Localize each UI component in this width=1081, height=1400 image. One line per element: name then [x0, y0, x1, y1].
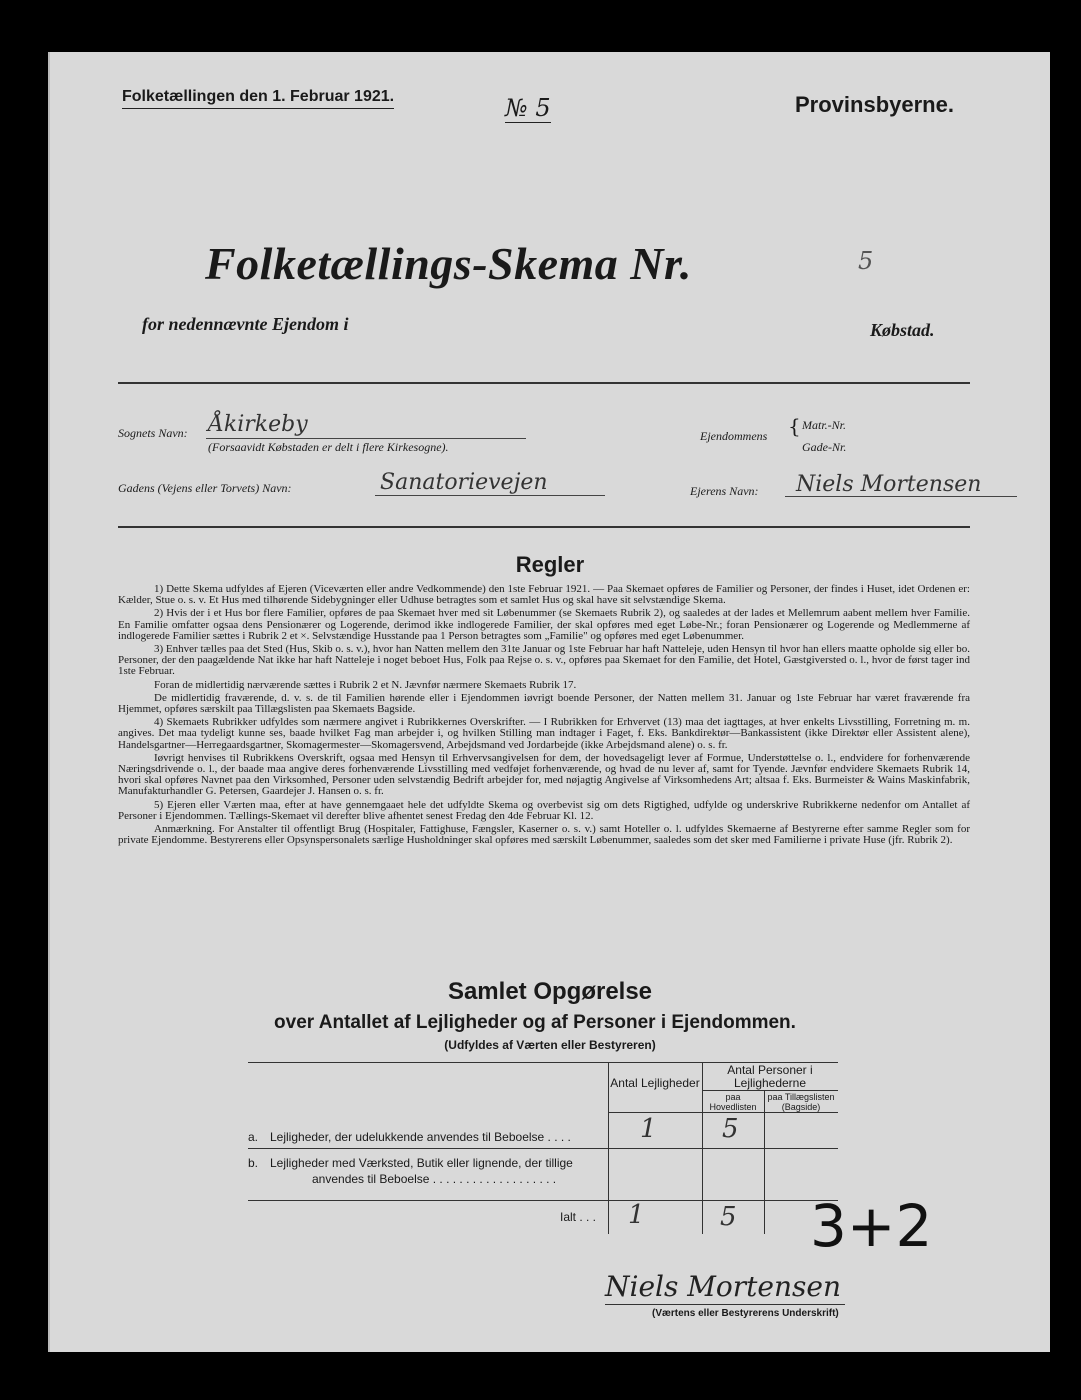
signature-line [605, 1304, 845, 1305]
row-b-label-1: Lejligheder med Værksted, Butik eller lignende, der tillige [270, 1156, 573, 1170]
samlet-note: (Udfyldes af Værten eller Bestyreren) [444, 1038, 656, 1052]
ejer-value: Niels Mortensen [796, 472, 982, 497]
gade-navn-label: Gadens (Vejens eller Torvets) Navn: [118, 481, 292, 495]
ejer-underline [785, 496, 1017, 497]
divider-mid [118, 526, 970, 528]
samlet-subtitle: over Antallet af Lejligheder og af Personer i Ejendommen. [274, 1012, 796, 1033]
table-sum-line [248, 1200, 838, 1201]
table-header-line [608, 1112, 838, 1113]
col-personer: Antal Personer i Lejlighederne [727, 1063, 813, 1090]
row-a-hovedlisten: 5 [722, 1114, 739, 1144]
sogn-value: Åkirkeby [208, 412, 308, 437]
col-lejligheder: Antal Lejligheder [610, 1076, 700, 1090]
kobstad-label: Købstad. [870, 320, 935, 340]
ejer-label: Ejerens Navn: [690, 484, 759, 498]
table-row-line [248, 1148, 838, 1149]
rule-3: 3) Enhver tælles paa det Sted (Hus, Skib o. s. v.), hvor han Natten mellem den 31te Januar og 1ste Februar har haft Natteleje, uden Hensyn til hvor han ellers maatte opholde sig eller bo. Personer, der den paagældende Nat ikke har haft Natteleje i noget beboet Hus, Folk paa Rejse o. s. v., opføres paa Skemaet for den Familie, det Hotel, Gæstgiversted o. l., hvor de først tager ind 1ste Februar. [118, 643, 970, 678]
col-tillaegslisten: paa Tillægslisten (Bagside) [767, 1092, 835, 1112]
regler-title: Regler [515, 552, 585, 577]
rules-text [118, 584, 970, 848]
samlet-title: Samlet Opgørelse [447, 978, 653, 1005]
col-hovedlisten: paa Hovedlisten [709, 1092, 757, 1112]
signature-caption: (Værtens eller Bestyrerens Underskrift) [652, 1308, 839, 1319]
rule-5: 5) Ejeren eller Værten maa, efter at have gennemgaaet hele det udfyldte Skema og overbevist sig om dets Rigtighed, udfylde og underskrive Rubrikkerne nedenfor om Antallet af Personer i Ejendommen. Tællings-Skemaet vil derefter blive afhentet senest Fredag den 4de Februar Kl. 12. [118, 798, 970, 822]
province-header: Provinsbyerne. [795, 92, 954, 117]
sogn-label: Sognets Navn: [118, 426, 188, 440]
rule-2: 2) Hvis der i et Hus bor flere Familier, opføres de paa Skemaet hver med sit Løbenummer (se Skemaets Rubrik 2), og saaledes at der lades et Mellemrum aabent mellem hver Familie. En Familie omfatter ogsaa dens Pensionærer og Logerende, derimod ikke indlogerede Familier, der skal opføres med eget Løbe-Nr.; foran Pensionærer og Logerende og Medlemmerne af indlogerede Familier sættes i Rubrik 2 et ×. Selvstændige Husstande paa 1 Person betragtes som „Familie" og opføres med eget Løbenummer. [118, 607, 970, 642]
row-b-letter: b. [248, 1156, 259, 1170]
row-a-letter: a. [248, 1130, 259, 1144]
signature: Niels Mortensen [605, 1270, 841, 1303]
brace-icon: { [788, 414, 801, 438]
rule-4b: Iøvrigt henvises til Rubrikkens Overskrift, ogsaa med Hensyn til Erhvervsangivelsen for dem, der hovedsageligt lever af Formue, Understøttelse o. l., endvidere for forhenværende Næringsdrivende o. l., der baade maa angive deres forhenværende Livsstilling med vedføjet forhenværende, og hvad de nu lever af, samt for Tyende. Jævnfør endvidere Skemaets Rubrik 14, hvori skal opføres Navnet paa den Virksomhed, Personer uden selvstændig Bedrift arbejder for, med nøjagtig Angivelse af Virksomhedens Art; altsaa f. Eks. Burmeister & Wains Maskinfabrik, Manufakturhandler G. Petersen, Gaardejer J. Hansen o. s. fr. [118, 751, 970, 798]
gade-underline [375, 495, 605, 496]
form-title: Folketællings-Skema Nr. [205, 238, 692, 289]
rule-4: 4) Skemaets Rubrikker udfyldes som nærmere angivet i Rubrikkernes Overskrifter. — I Rubrikken for Erhvervet (13) maa det iagttages, at hver enkelts Livsstilling, Forretning m. m. angives. Det maa tydeligt kunne ses, baade hvilket Fag man arbejder i, og hvilken Stilling man indtager i Faget, f. Eks. Bankdirektør—Bankassistent (ikke Direktør eller Assistent alene), Handelsgartner—Herregaardsgartner, Skomagermester—Skomagersvend, Arbejdsmand ved Jordarbejde (ikke Arbejdsmand alene) o. s. fr. [118, 716, 970, 751]
rule-3b: Foran de midlertidig nærværende sættes i Rubrik 2 et N. Jævnfør nærmere Skemaets Rubrik 17. [154, 678, 577, 691]
census-form [48, 52, 1050, 1352]
gade-label: Gade-Nr. [802, 440, 847, 454]
ejendom-label: Ejendommens [700, 429, 768, 443]
margin-note: 3+2 [810, 1192, 933, 1260]
sogn-underline [206, 438, 526, 439]
rule-1: 1) Dette Skema udfyldes af Ejeren (Viceværten eller andre Vedkommende) den 1ste Februar 1921. — Paa Skemaet opføres de Familier og Personer, der findes i Huset, idet Ordenen er: Kælder, Stue o. s. v. Et Hus med tilhørende Sidebygninger eller Udhuse betragtes som et samlet Hus og skal have sit selvstændige Skema. [118, 583, 970, 607]
form-number-header: № 5 [505, 94, 551, 122]
form-title-number: 5 [858, 247, 874, 275]
gade-navn-value: Sanatorievejen [380, 470, 548, 495]
anmaerkning: Anmærkning. For Anstalter til offentligt Brug (Hospitaler, Fattighuse, Fængsler, Kaserner o. s. v.) samt Hoteller o. l. udfyldes Skemaerne af Bestyrerne efter samme Regler som for private Ejendomme. Bestyrerens eller Opsynspersonalets særlige Husholdninger skal opføres med særskilt Løbenummer, saaledes som det sker med Familierne i private Huse (jfr. Rubrik 2). [118, 823, 970, 847]
table-sub-line [702, 1090, 838, 1091]
row-a-label: Lejligheder, der udelukkende anvendes til Beboelse . . . . [270, 1130, 571, 1144]
census-date-header: Folketællingen den 1. Februar 1921. [122, 88, 394, 109]
property-line: for nedennævnte Ejendom i [142, 314, 349, 334]
ialt-lejligheder: 1 [628, 1200, 645, 1230]
rule-3c: De midlertidig fraværende, d. v. s. de til Familien hørende eller i Ejendommen iøvrigt boende Personer, der Natten mellem 31. Januar og 1ste Februar har været fraværende fra Hjemmet, opføres særskilt paa Tillægslisten paa Skemaets Bagside. [118, 691, 970, 716]
ialt-label: Ialt . . . [560, 1210, 597, 1224]
row-a-lejligheder: 1 [640, 1114, 657, 1144]
row-b-label-2: anvendes til Beboelse . . . . . . . . . . . . . . . . . . . [312, 1172, 557, 1186]
matr-label: Matr.-Nr. [802, 418, 847, 432]
sogn-note: (Forsaavidt Købstaden er delt i flere Kirkesogne). [208, 440, 449, 454]
divider-top [118, 382, 970, 384]
ialt-hovedlisten: 5 [720, 1202, 737, 1232]
